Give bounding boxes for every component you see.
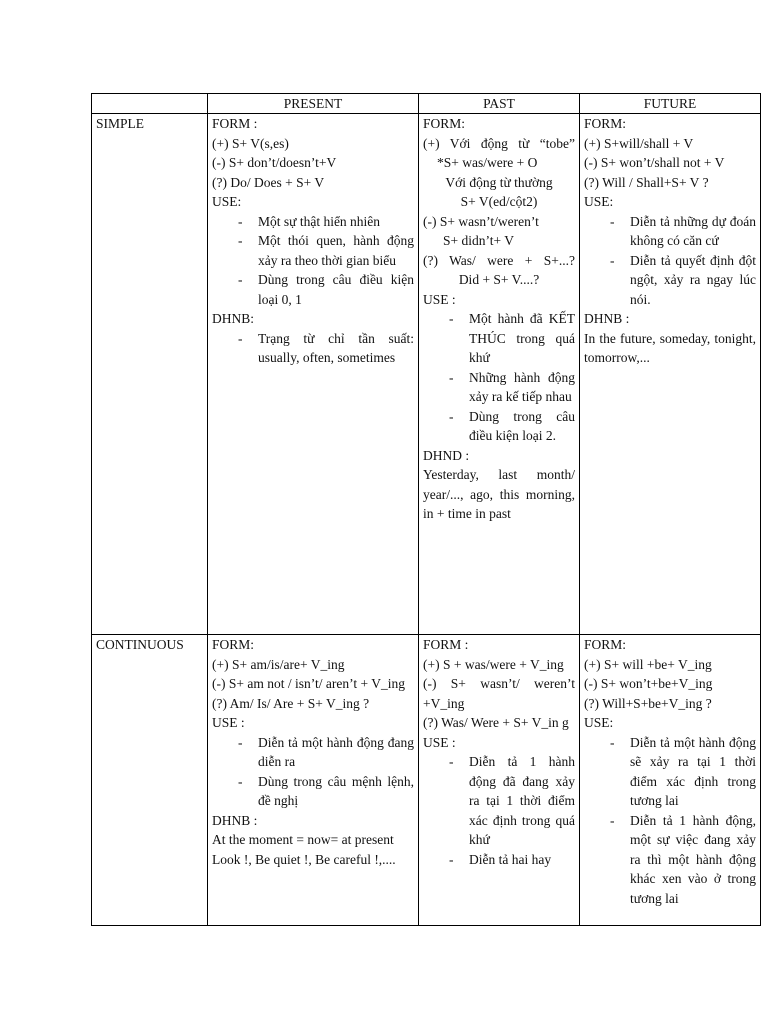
use-title: USE:	[584, 715, 614, 730]
use-item: - Diễn tả 1 hành động, một sự việc đang xảy ra thì một hành động khác xen vào ở trong tương lai	[584, 811, 756, 909]
use-item: - Một hành đã KẾT THÚC trong quá khứ	[423, 309, 575, 368]
use-item: - Diễn tả những dự đoán không có căn cứ	[584, 212, 756, 251]
dhnb-title: DHNB :	[212, 812, 258, 828]
form-title: FORM :	[212, 116, 258, 131]
use-item: - Diễn tả một hành động sẽ xảy ra tại 1 thời điểm xác định trong tương lai	[584, 733, 756, 811]
use-item: - Một sự thật hiển nhiên	[212, 212, 414, 232]
cell-present-continuous	[208, 635, 419, 926]
use-list	[212, 212, 414, 310]
tenses-table	[91, 93, 761, 926]
cell-past-simple	[419, 114, 580, 635]
form-title: FORM:	[212, 637, 255, 652]
use-item: - Dùng trong câu mệnh lệnh, đề nghị	[212, 772, 414, 811]
use-item: - Diễn tả hai hay	[423, 850, 575, 870]
form-line: *S+ was/were + O	[437, 155, 538, 170]
use-list	[584, 733, 756, 909]
dhnb-title: DHNB:	[212, 311, 255, 326]
use-item: - Một thói quen, hành động xảy ra theo thời gian biểu	[212, 231, 414, 270]
form-line: (+) Với động từ “tobe”	[423, 135, 575, 151]
form-line: (?) Will+S+be+V_ing ?	[584, 695, 712, 711]
header-present: PRESENT	[208, 94, 419, 114]
use-title: USE:	[584, 194, 614, 209]
use-title: USE:	[212, 194, 242, 209]
header-past: PAST	[419, 94, 580, 114]
header-future: FUTURE	[580, 94, 761, 114]
cell-past-continuous	[419, 635, 580, 926]
header-empty	[92, 94, 208, 114]
form-line: (?) Am/ Is/ Are + S+ V_ing ?	[212, 695, 370, 711]
form-line: (+) S+ will +be+ V_ing	[584, 656, 712, 672]
use-item: - Diễn tả một hành động đang diễn ra	[212, 733, 414, 772]
form-line: (?) Was/ were + S+...?	[423, 252, 575, 268]
use-item: - Dùng trong câu điều kiện loại 2.	[423, 407, 575, 446]
cell-present-simple	[208, 114, 419, 635]
use-list	[212, 733, 414, 811]
use-item: - Dùng trong câu điều kiện loại 0, 1	[212, 270, 414, 309]
form-line: (?) Will / Shall+S+ V ?	[584, 174, 709, 190]
form-line: (+) S+ am/is/are+ V_ing	[212, 656, 345, 672]
use-item: - Diễn tả quyết định đột ngột, xảy ra ngay lúc nói.	[584, 251, 756, 310]
row-continuous	[92, 635, 761, 926]
dhnb-title: DHND :	[423, 447, 470, 463]
form-line: (-) S+ wasn’t/weren’t	[423, 213, 539, 229]
use-title: USE :	[423, 291, 456, 307]
form-line: (+) S+ V(s,es)	[212, 135, 289, 151]
form-line: (-) S+ won’t/shall not + V	[584, 155, 725, 170]
form-line: S+ V(ed/cột2)	[460, 194, 538, 209]
dhnb-title: DHNB :	[584, 311, 630, 326]
dhnb-text: Yesterday, last month/ year/..., ago, this morning, in + time in past	[423, 467, 575, 521]
form-line: (-) S+ won’t+be+V_ing	[584, 676, 713, 691]
form-line: (?) Was/ Were + S+ V_in g	[423, 715, 569, 730]
form-line: Với động từ thường	[445, 174, 553, 190]
header-row	[92, 94, 761, 114]
dhnb-text: Look !, Be quiet !, Be careful !,....	[212, 851, 396, 867]
use-title: USE :	[423, 734, 456, 750]
use-item: - Diễn tả 1 hành động đã đang xảy ra tại 1 thời điểm xác định trong quá khứ	[423, 752, 575, 850]
form-line: (-) S+ don’t/doesn’t+V	[212, 155, 337, 170]
form-line: S+ didn’t+ V	[443, 233, 514, 248]
form-line: (-) S+ am not / isn’t/ aren’t + V_ing	[212, 676, 405, 691]
form-line: Did + S+ V....?	[458, 272, 540, 287]
use-list	[423, 309, 575, 446]
use-item: - Những hành động xảy ra kế tiếp nhau	[423, 368, 575, 407]
dhnb-text: In the future, someday, tonight, tomorrow,...	[584, 330, 756, 365]
form-title: FORM:	[423, 116, 466, 131]
use-list	[423, 752, 575, 869]
form-title: FORM:	[584, 116, 627, 131]
cell-future-continuous	[580, 635, 761, 926]
form-title: FORM :	[423, 637, 469, 652]
form-line: (?) Do/ Does + S+ V	[212, 174, 325, 190]
dhnb-item: - Trạng từ chỉ tần suất: usually, often, sometimes	[212, 329, 414, 368]
cell-future-simple	[580, 114, 761, 635]
form-line: (+) S + was/were + V_ing	[423, 656, 564, 672]
row-simple	[92, 114, 761, 635]
use-list	[584, 212, 756, 310]
row-label-simple: SIMPLE	[92, 114, 208, 635]
form-line: (-) S+ wasn’t/ weren’t +V_ing	[423, 676, 575, 711]
form-title: FORM:	[584, 637, 627, 652]
row-label-continuous: CONTINUOUS	[92, 635, 208, 926]
dhnb-text: At the moment = now= at present	[212, 832, 394, 847]
form-line: (+) S+will/shall + V	[584, 135, 694, 151]
dhnb-list	[212, 329, 414, 368]
use-title: USE :	[212, 715, 245, 730]
